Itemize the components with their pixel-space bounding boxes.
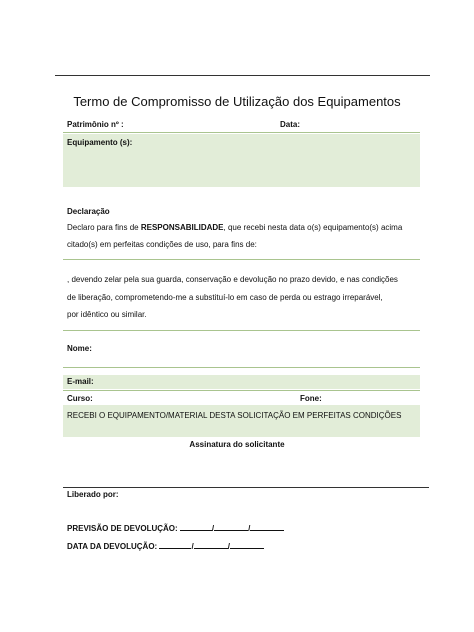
email-field[interactable] (63, 375, 420, 389)
equipamento-label: Equipamento (s): (67, 138, 133, 147)
divider (63, 367, 420, 368)
compromisso-line-2: de liberação, comprometendo-me a substituí-lo em caso de perda ou estrago irreparável, (67, 293, 383, 302)
divider (63, 390, 420, 391)
devolucao-month-field[interactable] (194, 540, 228, 549)
declaracao-text-post: , que recebi nesta data o(s) equipamento(s) acima (223, 223, 403, 232)
liberado-rule (63, 487, 429, 488)
data-devolucao-row (67, 540, 264, 551)
liberado-label: Liberado por: (67, 490, 119, 499)
date-separator: / (191, 542, 194, 551)
responsabilidade-text: RESPONSABILIDADE (140, 223, 224, 232)
compromisso-line-3: por idêntico ou similar. (67, 310, 147, 319)
recebi-text: RECEBI O EQUIPAMENTO/MATERIAL DESTA SOLICITAÇÃO EM PERFEITAS CONDIÇÕES (67, 411, 402, 420)
compromisso-line-1: , devendo zelar pela sua guarda, conservação e devolução no prazo devido, e nas condições (67, 275, 398, 284)
declaracao-heading: Declaração (67, 207, 110, 216)
nome-label: Nome: (67, 344, 92, 353)
devolucao-year-field[interactable] (227, 540, 264, 551)
email-label: E-mail: (67, 377, 94, 386)
devolucao-day-field[interactable] (159, 540, 194, 551)
declaracao-line-1 (67, 223, 429, 232)
divider (63, 259, 420, 260)
data-label: Data: (280, 120, 301, 129)
declaracao-line-2: citado(s) em perfeitas condições de uso, para fins de: (67, 240, 257, 249)
top-rule (55, 75, 430, 76)
data-devolucao-label: DATA DA DEVOLUÇÃO: (67, 542, 158, 551)
previsao-row (67, 522, 284, 533)
divider (63, 330, 420, 331)
patrimonio-label: Patrimônio nº : (67, 120, 124, 129)
previsao-month-field[interactable] (211, 522, 251, 533)
date-separator: / (227, 542, 230, 551)
previsao-label: PREVISÃO DE DEVOLUÇÃO: (67, 524, 178, 533)
form-title: Termo de Compromisso de Utilização dos Equipamentos (73, 94, 401, 109)
declaracao-text: Declaro para fins de (67, 223, 141, 232)
recebi-block (63, 405, 420, 437)
date-separator: / (211, 524, 215, 533)
assinatura-label: Assinatura do solicitante (189, 440, 285, 449)
fone-label: Fone: (300, 394, 322, 403)
date-separator: / (248, 524, 251, 533)
divider (63, 132, 420, 133)
curso-label: Curso: (67, 394, 93, 403)
previsao-year-field[interactable] (250, 522, 284, 531)
previsao-day-field[interactable] (180, 522, 215, 533)
